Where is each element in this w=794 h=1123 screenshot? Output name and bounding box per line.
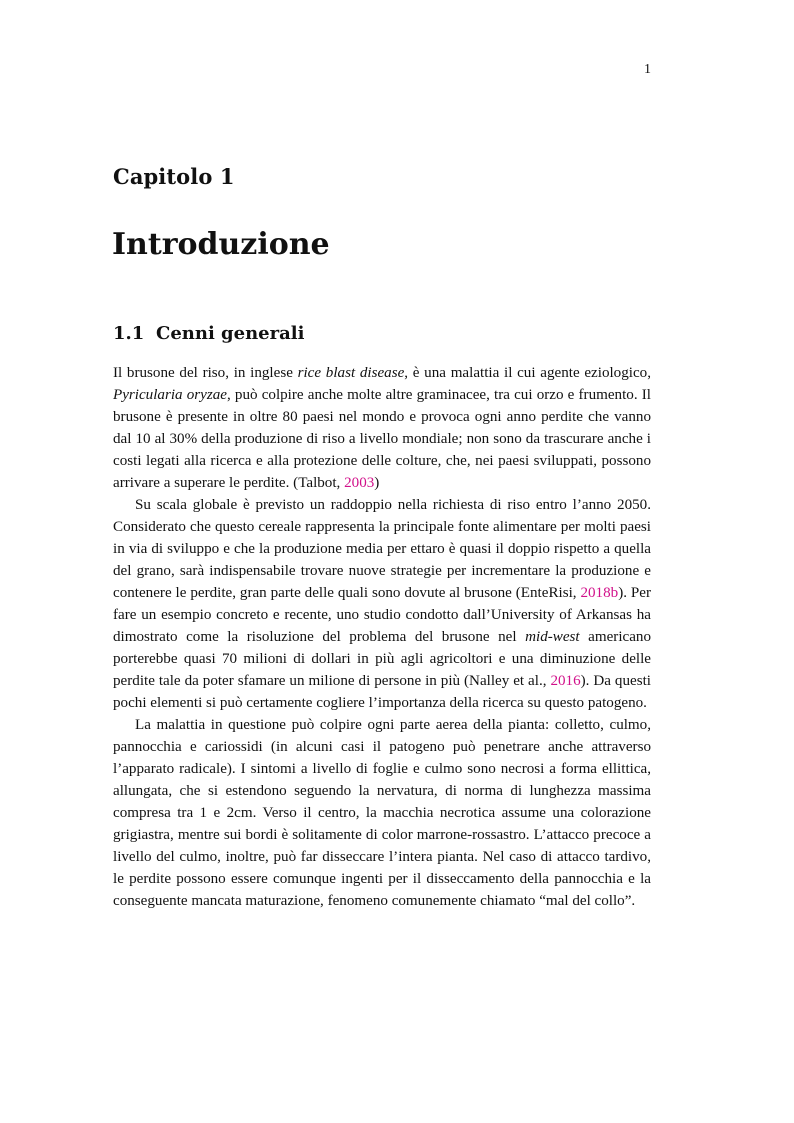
text-run: , può colpire anche molte altre graminacee, tra cui orzo e frumento. Il brusone è presente in oltre 80 paesi nel mondo e provoca ogni anno perdite che vanno dal 10 al 30% della produzione di riso a livello mondiale; non sono da trascurare anche i costi legati alla ricerca e alla protezione delle colture, che, nei paesi sviluppati, possono arrivare a superare le perdite. (Talbot,: [113, 387, 651, 491]
italic-term: Pyricularia oryzae: [113, 387, 227, 403]
italic-term: rice blast disease: [297, 365, 405, 381]
text-run: Su scala globale è previsto un raddoppio nella richiesta di riso entro l’anno 2050. Considerato che questo cereale rappresenta la principale fonte alimentare per molti paesi in via di sviluppo e che la produzione media per ettaro è quasi il doppio rispetto a quella del grano, sarà indispensabile trovare nuove strategie per incrementare la produzione e contenere le perdite, gran parte delle quali sono dovute al brusone (EnteRisi,: [113, 497, 651, 601]
citation-link[interactable]: 2018b: [580, 585, 619, 601]
text-run: ): [374, 475, 380, 491]
text-run: ). Per fare un esempio concreto e recente, uno studio condotto dall’University of Arkansas ha dimostrato come la risoluzione del problema del brusone nel: [113, 585, 651, 645]
paragraph-2: [113, 494, 651, 714]
chapter-title: Introduzione: [112, 227, 330, 262]
chapter-label: Capitolo 1: [113, 164, 235, 189]
text-run: La malattia in questione può colpire ogni parte aerea della pianta: colletto, culmo, pannocchia e cariossidi (in alcuni casi il patogeno può penetrare anche attraverso l’apparato radicale). I sintomi a livello di foglie e culmo sono necrosi a forma ellittica, allungata, che si estendono seguendo la nervatura, di norma di lunghezza massima compresa tra 1 e 2cm. Verso il centro, la macchia necrotica assume una colorazione grigiastra, mentre sui bordi è solitamente di color marrone-rossastro. L’attacco precoce a livello del culmo, inoltre, può far disseccare l’intera pianta. Nel caso di attacco tardivo, le perdite possono essere comunque ingenti per il disseccamento della pannocchia e la conseguente mancata maturazione, fenomeno comunemente chiamato “mal del collo”.: [113, 717, 651, 909]
citation-link[interactable]: 2003: [344, 475, 375, 491]
text-run: , è una malattia il cui agente eziologico,: [404, 365, 651, 381]
citation-link[interactable]: 2016: [550, 673, 581, 689]
page-number: 1: [644, 62, 651, 77]
section-title: Cenni generali: [156, 323, 305, 344]
italic-term: mid-west: [525, 629, 580, 645]
text-run: Il brusone del riso, in inglese: [113, 365, 298, 381]
paragraph-1: [113, 362, 651, 494]
section-number: 1.1: [113, 323, 145, 344]
text-run: ). Da questi pochi elementi si può certamente cogliere l’importanza della ricerca su questo patogeno.: [113, 673, 651, 711]
paragraph-3: [113, 714, 651, 912]
section-heading: [113, 323, 304, 344]
text-run: americano porterebbe quasi 70 milioni di dollari in più agli agricoltori e una diminuzione delle perdite tale da poter sfamare un milione di persone in più (Nalley et al.,: [113, 629, 652, 689]
body-text: [113, 362, 651, 912]
